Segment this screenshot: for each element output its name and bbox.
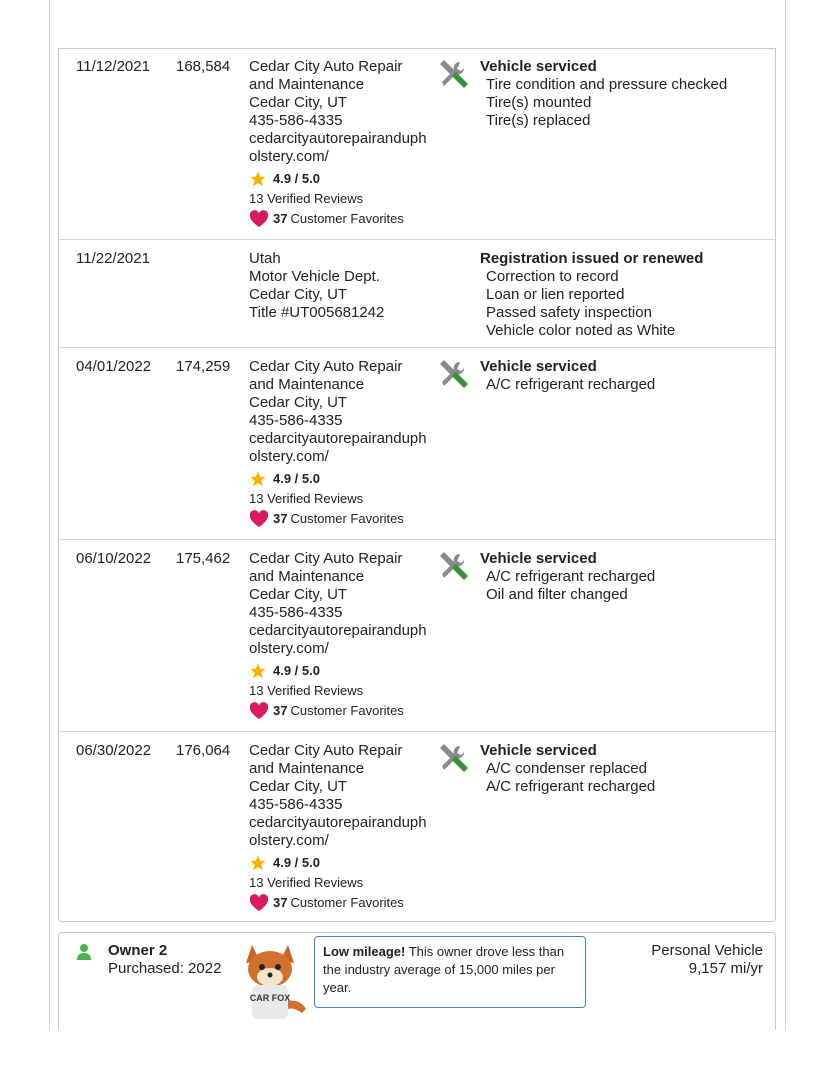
detail-title: Vehicle serviced: [480, 742, 597, 759]
vehicle-use-type: Personal Vehicle: [651, 942, 763, 959]
low-mileage-callout: [314, 936, 586, 1008]
record-details: [480, 58, 775, 130]
source-line: 435-586-4335: [249, 412, 343, 429]
detail-item: Loan or lien reported: [486, 286, 625, 303]
source-website-link[interactable]: cedarcityautorepairandupholstery.com/: [249, 130, 427, 165]
wrench-screwdriver-icon: [436, 550, 468, 582]
source-website-link[interactable]: cedarcityautorepairandupholstery.com/: [249, 622, 427, 657]
record-date: 06/10/2022: [76, 550, 152, 567]
source-line: Cedar City, UT: [249, 394, 348, 411]
record-source: [249, 742, 429, 912]
source-line: Cedar City Auto Repair: [249, 742, 403, 759]
rating-value: 4.9 / 5.0: [273, 171, 320, 186]
detail-title: Vehicle serviced: [480, 358, 597, 375]
heart-icon: [249, 210, 269, 228]
star-icon: [249, 854, 271, 872]
source-line: and Maintenance: [249, 76, 365, 93]
odometer-reading: 174,259: [176, 358, 231, 375]
favorites-label: Customer Favorites: [290, 511, 404, 526]
miles-per-year: 9,157 mi/yr: [688, 960, 763, 977]
detail-title: Vehicle serviced: [480, 550, 597, 567]
source-line: Cedar City Auto Repair: [249, 550, 403, 567]
record-details: [480, 358, 775, 394]
record-details: [480, 250, 775, 340]
carfox-mascot-icon: [230, 939, 310, 1023]
source-line: Cedar City, UT: [249, 94, 348, 111]
history-row: [59, 240, 775, 348]
heart-icon: [249, 510, 269, 528]
source-line: Motor Vehicle Dept.: [249, 268, 380, 285]
history-row: [59, 48, 775, 240]
record-date: 11/22/2021: [76, 250, 150, 267]
record-source: [249, 250, 429, 322]
detail-item: Passed safety inspection: [486, 304, 652, 321]
source-line: and Maintenance: [249, 568, 365, 585]
rating-value: 4.9 / 5.0: [273, 855, 320, 870]
detail-item: Vehicle color noted as White: [486, 322, 676, 339]
customer-favorites: [249, 894, 429, 912]
mascot-shirt-text: CAR FOX: [249, 993, 291, 1003]
record-date: 04/01/2022: [76, 358, 152, 375]
source-line: Title #UT005681242: [249, 304, 385, 321]
detail-item: Correction to record: [486, 268, 619, 285]
history-row: [59, 732, 775, 922]
star-icon: [249, 470, 271, 488]
callout-text: This owner drove less than the industry average of 15,000 miles per year.: [323, 944, 565, 995]
source-line: 435-586-4335: [249, 796, 343, 813]
source-rating: [249, 470, 429, 488]
wrench-screwdriver-icon: [436, 742, 468, 774]
owner-purchased-year: Purchased: 2022: [108, 960, 222, 977]
favorites-count: 37: [273, 211, 288, 226]
rating-value: 4.9 / 5.0: [273, 663, 320, 678]
source-line: Cedar City Auto Repair: [249, 58, 403, 75]
source-line: 435-586-4335: [249, 112, 343, 129]
detail-item: Tire condition and pressure checked: [486, 76, 728, 93]
owner-summary: [58, 932, 776, 1030]
favorites-count: 37: [273, 703, 288, 718]
record-date: 06/30/2022: [76, 742, 152, 759]
record-date: 11/12/2021: [76, 58, 150, 75]
record-details: [480, 742, 775, 796]
favorites-label: Customer Favorites: [290, 895, 404, 910]
source-line: Cedar City Auto Repair: [249, 358, 403, 375]
record-details: [480, 550, 775, 604]
source-rating: [249, 170, 429, 188]
source-line: Cedar City, UT: [249, 286, 348, 303]
favorites-label: Customer Favorites: [290, 703, 404, 718]
source-line: 435-586-4335: [249, 604, 343, 621]
record-source: [249, 58, 429, 228]
odometer-reading: 175,462: [176, 550, 231, 567]
odometer-reading: 176,064: [176, 742, 231, 759]
person-icon: [77, 944, 91, 960]
source-line: Cedar City, UT: [249, 778, 348, 795]
detail-item: Tire(s) mounted: [486, 94, 592, 111]
detail-item: Tire(s) replaced: [486, 112, 591, 129]
source-line: Cedar City, UT: [249, 586, 348, 603]
source-line: Utah: [249, 250, 281, 267]
heart-icon: [249, 702, 269, 720]
favorites-label: Customer Favorites: [290, 211, 404, 226]
verified-reviews-link[interactable]: 13 Verified Reviews: [249, 491, 364, 506]
verified-reviews-link[interactable]: 13 Verified Reviews: [249, 191, 364, 206]
rating-value: 4.9 / 5.0: [273, 471, 320, 486]
detail-title: Vehicle serviced: [480, 58, 597, 75]
detail-item: A/C refrigerant recharged: [486, 778, 656, 795]
history-row: [59, 540, 775, 732]
source-line: and Maintenance: [249, 760, 365, 777]
source-line: and Maintenance: [249, 376, 365, 393]
customer-favorites: [249, 510, 429, 528]
history-row: [59, 348, 775, 540]
record-source: [249, 550, 429, 720]
star-icon: [249, 662, 271, 680]
detail-item: A/C refrigerant recharged: [486, 568, 656, 585]
owner-title: Owner 2: [108, 942, 168, 959]
page-frame-right: [785, 0, 786, 1030]
favorites-count: 37: [273, 895, 288, 910]
source-rating: [249, 662, 429, 680]
wrench-screwdriver-icon: [436, 58, 468, 90]
source-website-link[interactable]: cedarcityautorepairandupholstery.com/: [249, 430, 427, 465]
verified-reviews-link[interactable]: 13 Verified Reviews: [249, 683, 364, 698]
customer-favorites: [249, 210, 429, 228]
wrench-screwdriver-icon: [436, 358, 468, 390]
source-rating: [249, 854, 429, 872]
source-website-link[interactable]: cedarcityautorepairandupholstery.com/: [249, 814, 427, 849]
verified-reviews-link[interactable]: 13 Verified Reviews: [249, 875, 364, 890]
record-source: [249, 358, 429, 528]
detail-item: Oil and filter changed: [486, 586, 628, 603]
detail-title: Registration issued or renewed: [480, 250, 704, 267]
callout-heading: Low mileage!: [323, 944, 406, 959]
detail-item: A/C refrigerant recharged: [486, 376, 656, 393]
favorites-count: 37: [273, 511, 288, 526]
odometer-reading: 168,584: [176, 58, 231, 75]
star-icon: [249, 170, 271, 188]
history-table: [58, 48, 776, 922]
heart-icon: [249, 894, 269, 912]
page-frame-left: [49, 0, 50, 1030]
customer-favorites: [249, 702, 429, 720]
detail-item: A/C condenser replaced: [486, 760, 647, 777]
